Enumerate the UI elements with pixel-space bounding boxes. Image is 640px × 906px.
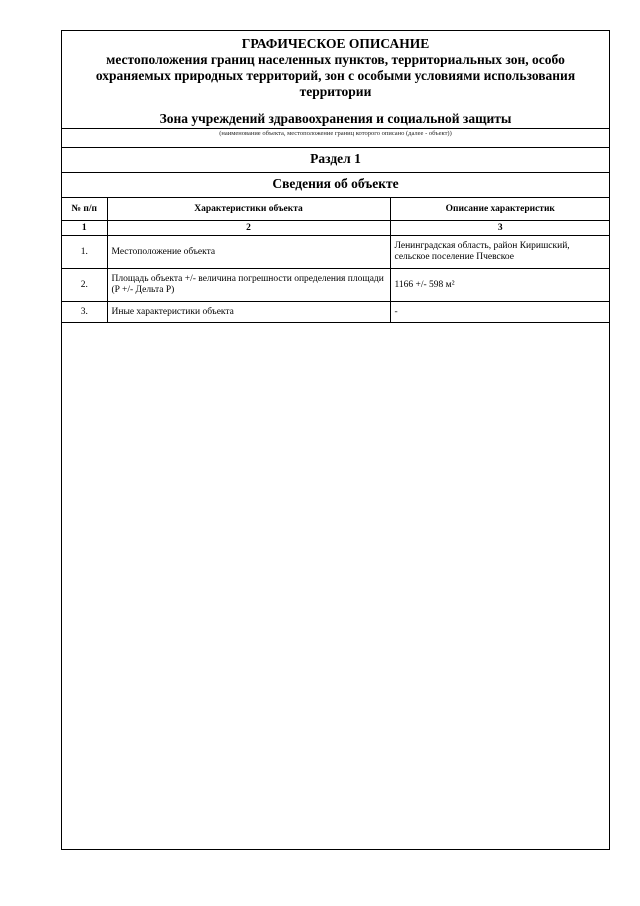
zone-name: Зона учреждений здравоохранения и социальной защиты (159, 111, 512, 126)
zone-caption: (наименование объекта, местоположение границ которого описано (далее - объект)) (219, 130, 452, 137)
column-number: 3 (390, 221, 610, 236)
table-header-row (62, 198, 610, 221)
document-sheet (61, 30, 610, 850)
row-index: 2. (62, 269, 107, 302)
row-characteristic: Местоположение объекта (107, 236, 390, 269)
header-index: № п/п (62, 198, 107, 221)
row-description: 1166 +/- 598 м² (390, 269, 610, 302)
section-subtitle: Сведения об объекте (272, 176, 399, 191)
column-number: 2 (107, 221, 390, 236)
document-header (62, 31, 609, 147)
document-title: ГРАФИЧЕСКОЕ ОПИСАНИЕ (241, 36, 430, 51)
column-number: 1 (62, 221, 107, 236)
section-title: Раздел 1 (310, 151, 361, 166)
table-row (62, 302, 610, 323)
zone-underline (62, 128, 609, 129)
row-characteristic: Иные характеристики объекта (107, 302, 390, 323)
row-characteristic: Площадь объекта +/- величина погрешности определения площади (P +/- Дельта P) (107, 269, 390, 302)
document-subtitle: местоположения границ населенных пунктов, территориальных зон, особо охраняемых природных территорий, зон с особыми условиями использования территории (95, 52, 576, 99)
row-description: Ленинградская область, район Киришский, сельское поселение Пчевское (390, 236, 610, 269)
row-index: 3. (62, 302, 107, 323)
header-characteristic: Характеристики объекта (107, 198, 390, 221)
column-number-row (62, 221, 610, 236)
object-info-table (62, 197, 610, 323)
table-row (62, 236, 610, 269)
table-row (62, 269, 610, 302)
row-description: - (390, 302, 610, 323)
row-index: 1. (62, 236, 107, 269)
header-description: Описание характеристик (390, 198, 610, 221)
